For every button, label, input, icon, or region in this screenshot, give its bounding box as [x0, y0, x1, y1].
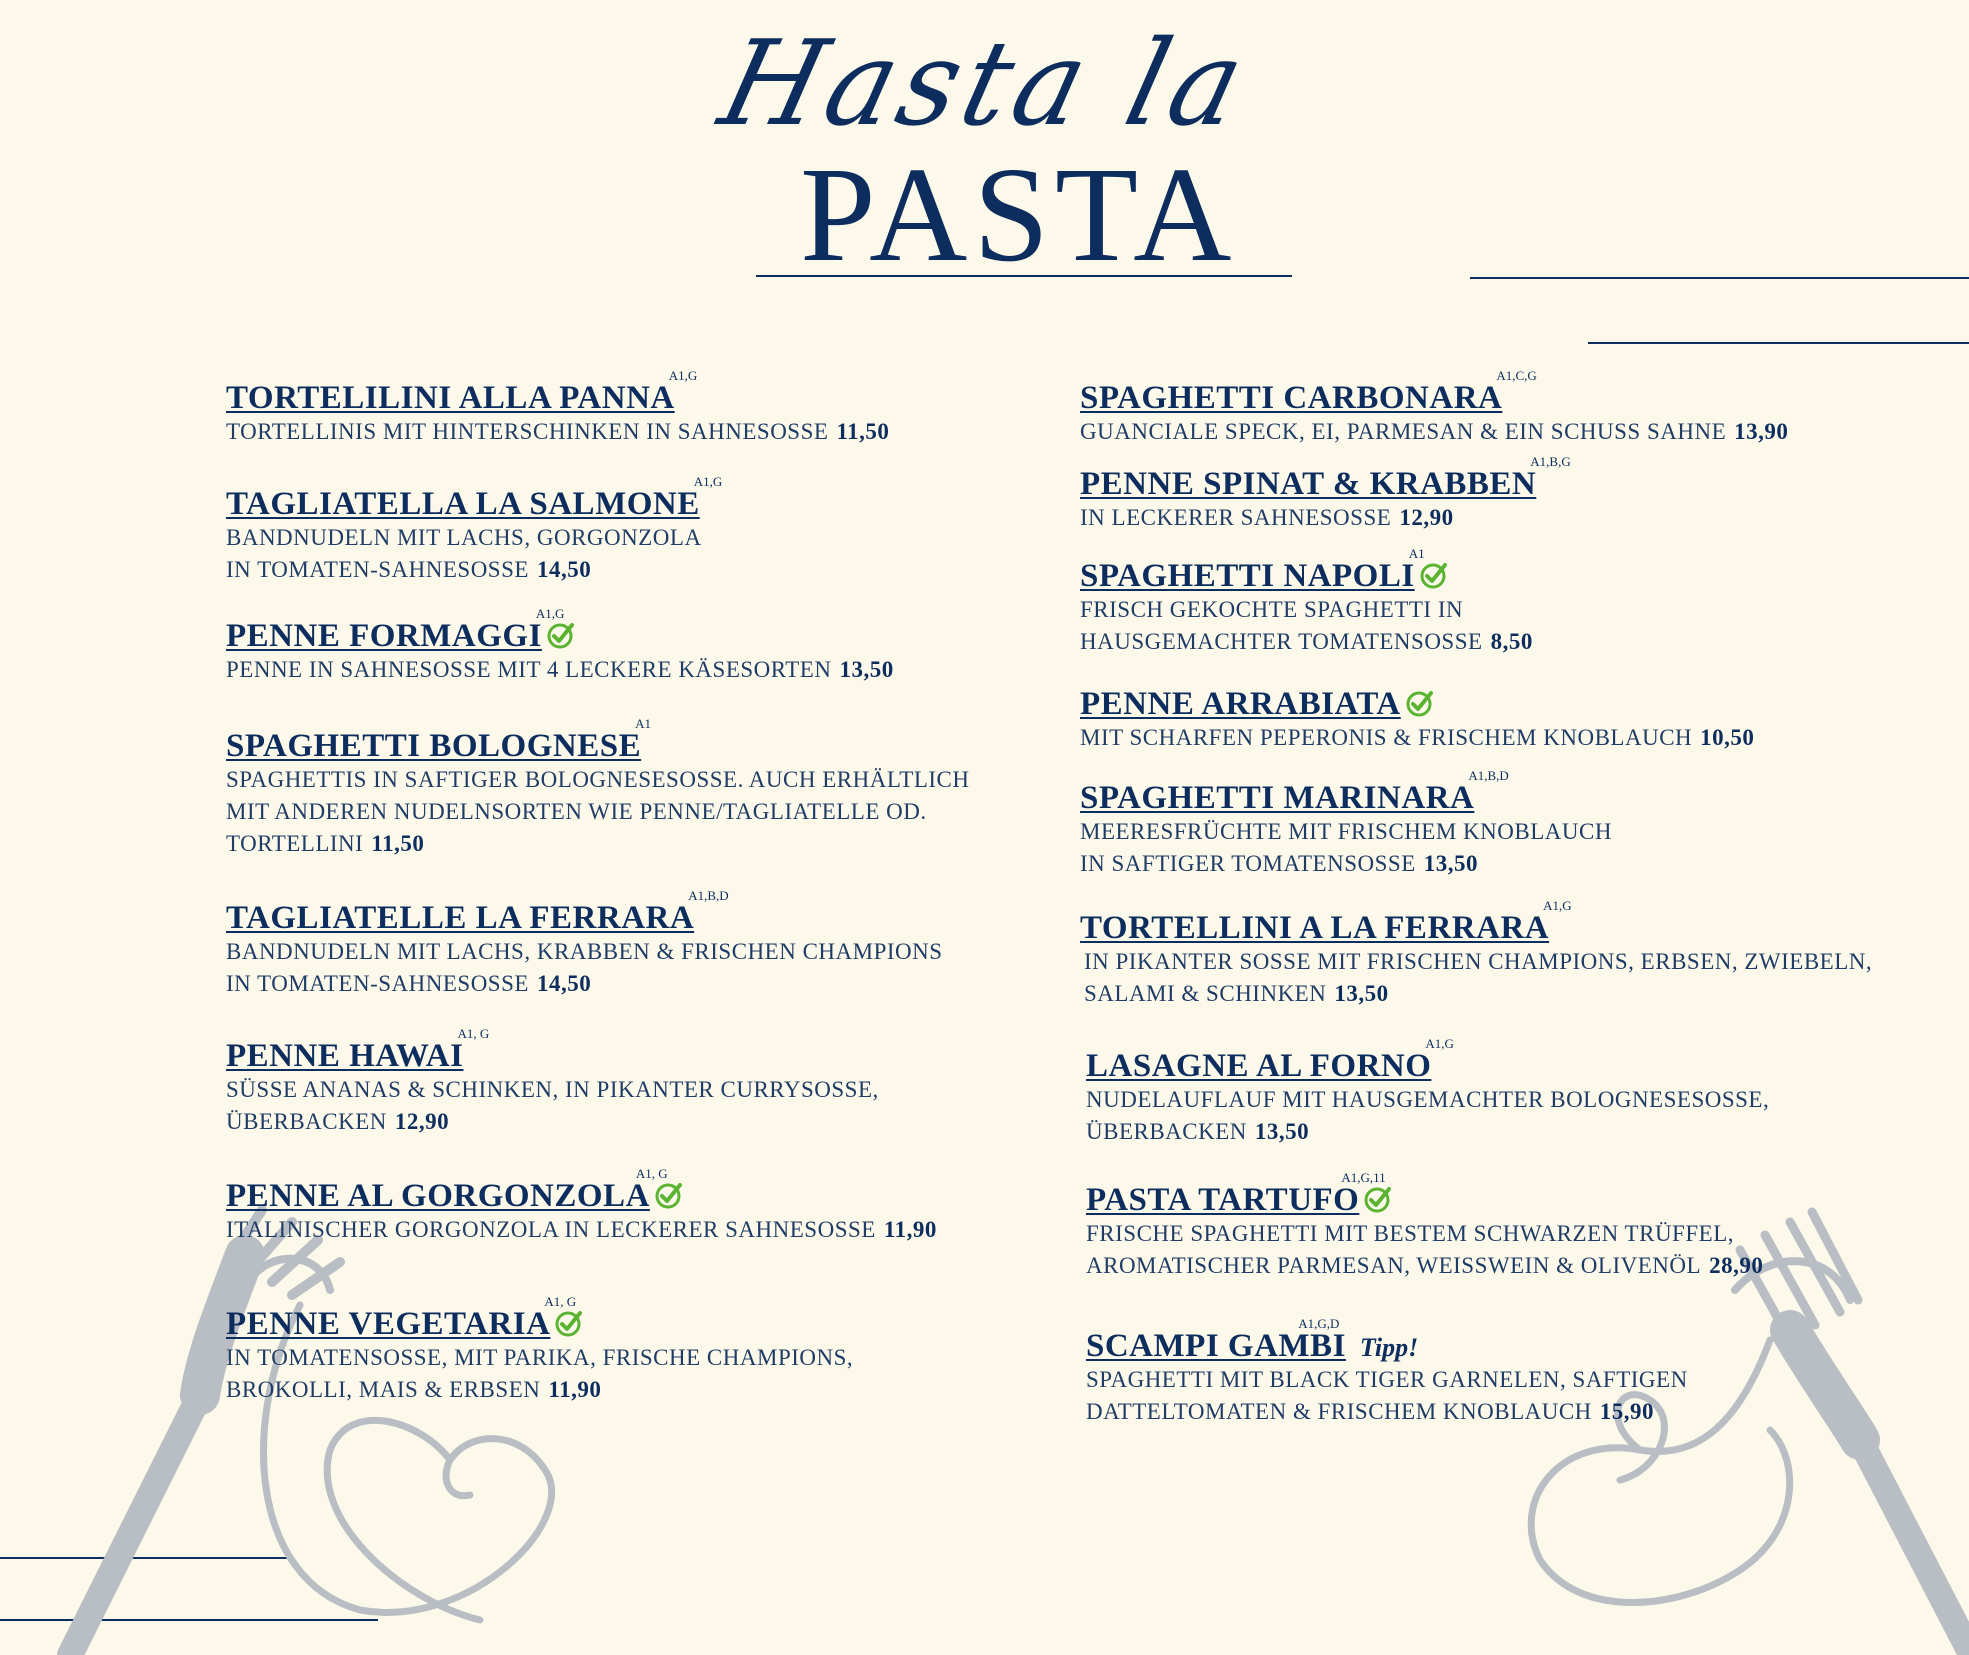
dish-name: PENNE ARRABIATA — [1080, 686, 1401, 722]
dish-description: GUANCIALE SPECK, EI, PARMESAN & EIN SCHUSS SAHNE 13,90 — [1080, 419, 1789, 444]
page-title: PASTA — [800, 140, 1238, 290]
allergen-codes: A1, G — [635, 1166, 668, 1181]
dish-name: SPAGHETTI MARINARA — [1080, 780, 1475, 816]
dish-price: 14,50 — [536, 971, 592, 996]
allergen-codes: A1,B,D — [1468, 768, 1509, 783]
fork-with-pasta-heart-icon — [70, 1210, 552, 1655]
allergen-codes: A1 — [1408, 546, 1425, 561]
dish-name: SCAMPI GAMBI — [1086, 1328, 1346, 1364]
menu-item — [226, 474, 723, 586]
allergen-codes: A1, G — [457, 1026, 490, 1041]
dish-name: SPAGHETTI NAPOLI — [1080, 558, 1415, 594]
menu-item — [1086, 1036, 1770, 1148]
dish-description: BANDNUDELN MIT LACHS, GORGONZOLA IN TOMATEN-SAHNESOSSE 14,50 — [226, 525, 702, 582]
tip-badge: Tipp! — [1359, 1333, 1419, 1362]
dish-description: IN PIKANTER SOSSE MIT FRISCHEN CHAMPIONS, ERBSEN, ZWIEBELN, SALAMI & SCHINKEN 13,50 — [1084, 949, 1873, 1006]
menu-item — [1080, 898, 1873, 1010]
dish-description: FRISCHE SPAGHETTI MIT BESTEM SCHWARZEN TRÜFFEL, AROMATISCHER PARMESAN, WEISSWEIN & OLIVENÖL 28,90 — [1086, 1221, 1764, 1278]
dish-name: SPAGHETTI CARBONARA — [1080, 380, 1503, 416]
dish-description: NUDELAUFLAUF MIT HAUSGEMACHTER BOLOGNESESOSSE, ÜBERBACKEN 13,50 — [1086, 1087, 1770, 1144]
leaf-check-icon — [554, 1308, 584, 1338]
dish-description: SPAGHETTI MIT BLACK TIGER GARNELEN, SAFTIGEN DATTELTOMATEN & FRISCHEM KNOBLAUCH 15,90 — [1086, 1367, 1688, 1424]
dish-price: 13,50 — [839, 657, 894, 682]
dish-name: PASTA TARTUFO — [1086, 1182, 1360, 1218]
leaf-check-icon — [1419, 560, 1449, 590]
allergen-codes: A1,B,G — [1530, 454, 1571, 469]
menu-item — [1086, 1170, 1764, 1282]
dish-description: SÜSSE ANANAS & SCHINKEN, IN PIKANTER CURRYSOSSE, ÜBERBACKEN 12,90 — [226, 1077, 879, 1134]
allergen-codes: A1, G — [544, 1294, 577, 1309]
dish-name: PENNE AL GORGONZOLA — [226, 1178, 650, 1214]
dish-description: ITALINISCHER GORGONZOLA IN LECKERER SAHNESOSSE 11,90 — [226, 1217, 937, 1242]
allergen-codes: A1,B,D — [688, 888, 729, 903]
dish-name: LASAGNE AL FORNO — [1086, 1048, 1432, 1084]
dish-name: TORTELLINI A LA FERRARA — [1080, 910, 1550, 946]
allergen-codes: A1,G — [535, 606, 565, 621]
dish-name: TORTELILINI ALLA PANNA — [226, 380, 675, 416]
leaf-check-icon — [654, 1180, 684, 1210]
dish-price: 10,50 — [1700, 725, 1755, 750]
dish-price: 13,50 — [1254, 1119, 1310, 1144]
allergen-codes: A1 — [635, 716, 651, 731]
allergen-codes: A1,C,G — [1496, 368, 1537, 383]
menu-item — [1080, 546, 1533, 658]
menu-item — [1080, 368, 1789, 448]
dish-price: 8,50 — [1490, 629, 1533, 654]
script-title: Hasta la — [708, 15, 1263, 153]
dish-price: 11,50 — [371, 831, 425, 856]
dish-description: PENNE IN SAHNESOSSE MIT 4 LECKERE KÄSESORTEN 13,50 — [226, 657, 894, 682]
dish-price: 11,90 — [883, 1217, 937, 1242]
allergen-codes: A1,G — [693, 474, 723, 489]
dish-name: PENNE FORMAGGI — [226, 618, 542, 654]
dish-price: 12,90 — [394, 1109, 450, 1134]
leaf-check-icon — [1405, 688, 1435, 718]
dish-name: SPAGHETTI BOLOGNESE — [226, 728, 642, 764]
dish-price: 13,50 — [1334, 981, 1389, 1006]
dish-description: FRISCH GEKOCHTE SPAGHETTI IN HAUSGEMACHTER TOMATENSOSSE 8,50 — [1080, 597, 1533, 654]
dish-price: 11,90 — [548, 1377, 602, 1402]
allergen-codes: A1,G — [1543, 898, 1572, 913]
dish-description: BANDNUDELN MIT LACHS, KRABBEN & FRISCHEN CHAMPIONS IN TOMATEN-SAHNESOSSE 14,50 — [226, 939, 943, 996]
allergen-codes: A1,G — [1425, 1036, 1454, 1051]
leaf-check-icon — [1363, 1184, 1393, 1214]
menu-item — [226, 888, 943, 1000]
dish-price: 11,50 — [836, 419, 890, 444]
dish-price: 12,90 — [1399, 505, 1454, 530]
dish-description: IN LECKERER SAHNESOSSE 12,90 — [1080, 505, 1454, 530]
leaf-check-icon — [546, 620, 576, 650]
menu-item — [1086, 1316, 1688, 1428]
dish-name: PENNE SPINAT & KRABBEN — [1080, 466, 1537, 502]
menu-item — [1080, 768, 1612, 880]
dish-name: PENNE HAWAI — [226, 1038, 464, 1074]
dish-price: 14,50 — [536, 557, 592, 582]
allergen-codes: A1,G,D — [1298, 1316, 1340, 1331]
dish-price: 15,90 — [1599, 1399, 1655, 1424]
menu-item — [226, 1166, 937, 1246]
dish-price: 13,50 — [1423, 851, 1479, 876]
dish-name: TAGLIATELLE LA FERRARA — [226, 900, 695, 936]
menu-item — [1080, 454, 1571, 534]
dish-name: TAGLIATELLA LA SALMONE — [226, 486, 700, 522]
dish-description: MEERESFRÜCHTE MIT FRISCHEM KNOBLAUCH IN SAFTIGER TOMATENSOSSE 13,50 — [1080, 819, 1612, 876]
dish-description: IN TOMATENSOSSE, MIT PARIKA, FRISCHE CHAMPIONS, BROKOLLI, MAIS & ERBSEN 11,90 — [226, 1345, 854, 1402]
dish-description: TORTELLINIS MIT HINTERSCHINKEN IN SAHNESOSSE 11,50 — [226, 419, 890, 444]
menu-item — [226, 716, 970, 860]
menu-item — [226, 606, 894, 686]
dish-description: MIT SCHARFEN PEPERONIS & FRISCHEM KNOBLAUCH 10,50 — [1080, 725, 1755, 750]
menu-item — [226, 368, 890, 448]
menu-item — [226, 1026, 879, 1138]
menu-item — [1080, 686, 1754, 754]
dish-price: 13,90 — [1734, 419, 1789, 444]
allergen-codes: A1,G,11 — [1341, 1170, 1386, 1185]
dish-description: SPAGHETTIS IN SAFTIGER BOLOGNESESOSSE. AUCH ERHÄLTLICH MIT ANDEREN NUDELNSORTEN WIE PENNE/TAGLIATELLE OD. TORTELLINI 11,50 — [226, 767, 970, 856]
dish-name: PENNE VEGETARIA — [226, 1306, 551, 1342]
dish-price: 28,90 — [1709, 1253, 1764, 1278]
allergen-codes: A1,G — [668, 368, 698, 383]
menu-item — [226, 1294, 854, 1406]
